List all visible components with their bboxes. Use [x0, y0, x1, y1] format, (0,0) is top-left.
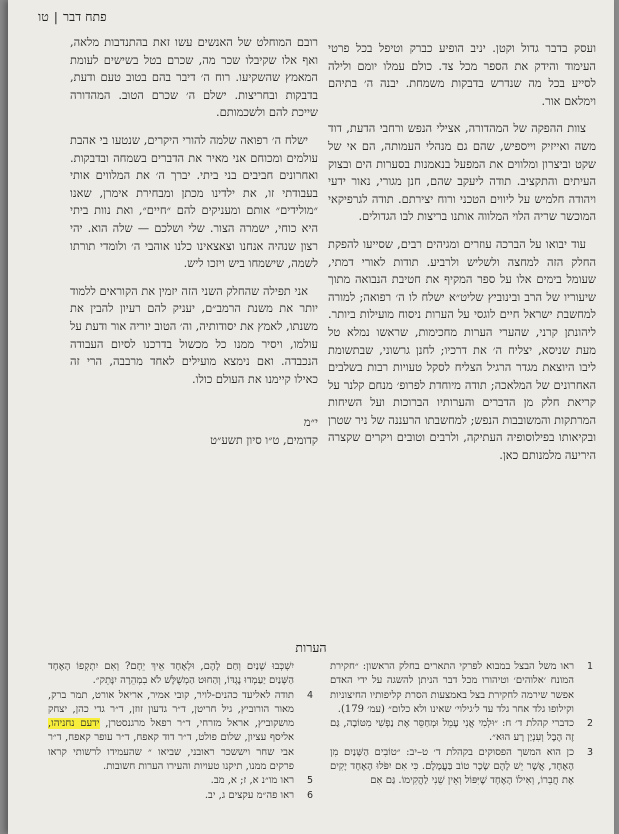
footnote-number: 1 — [586, 661, 594, 672]
footnote — [330, 746, 598, 789]
footnote — [48, 789, 318, 803]
paragraph: עוד יבואו על הברכה עוזרים ומגיהים רבים, שסייעו להפקת החלק הזה למחצה ולשליש ולרביע. תודות לאורי דמתי, שעומל בימים אלו על ספר המקיף את חטיבת הנבואה מתוך שיעוריו של הרב ובינוביץ שליט״א ישלח לו ה׳ רפואה; למורה למחשבת ישראל חיים לוגסי על הערות ניסוח מועילות ביותר. ליהונתן קרני, שהערי הערות מחכימות, שראשו נמלא טל מעת שניסא, יצליח ה׳ את דרכיו; לחנן גרשוני, שבתשומת ליבו היוצאת מגדר הרגיל הצליח לסקל טעויות רבות בשלבים האחרונים של המלאכה; תודה מיוחדת לפרופ׳ מנחם קלנר על קריאת חלק מן הדברים והערותיו הברוכות ועל השיחות המרתקות והמשובבות הנפש; למחשבתו הרעננה של ניר שטרן ובקיאותו בפילוסופיה העתיקה, ולרבים וטובים ויקרים שקצרה היריעה מלמנותם כאן. — [328, 236, 596, 463]
notes-heading: הערות — [295, 640, 327, 655]
right-text-column — [328, 40, 596, 465]
footnote — [48, 660, 318, 689]
footnote-text: ראו פה״מ עקצים ג, יב. — [204, 789, 294, 801]
header-title: פתח דבר — [62, 9, 107, 24]
footnote — [48, 689, 318, 775]
footnotes-right-column — [330, 660, 598, 789]
footnote — [330, 717, 598, 746]
footnote — [330, 660, 598, 717]
footnote-number: 4 — [306, 689, 314, 701]
footnote-number: 2 — [586, 718, 594, 730]
footnote-text — [48, 689, 294, 775]
footnote-text: כדברי קהלת ד׳ ח: ״וּלְמִי אֲנִי עָמֵל וּמְחַסֵּר אֶת נַפְשִׁי מִטּוֹבָה, גַּם זֶה הֶבֶל וְעִנְיַן רָע הוּא״. — [330, 718, 574, 744]
paragraph: ועסק בדבר גדול וקטן. יניב הופיע כברק וטיפל בכל פרטי העימוד והידק את הספר מכל צד. כולם עמלו יומם ולילה לסייע בכל מה שנדרש בדבקות משמחת. יבנה ה׳ בתיהם וימלאם אור. — [328, 41, 596, 108]
signature-date: קדומים, ט״ו סיון תשע״ט — [210, 432, 318, 447]
footnote-text-part: אליסף עציון, שלום פולט, ד״ר דוד קאפח, ד״ר עופר קאפח, ד״ר אבי שחר ויששכר ראובני, שביאו ״ שהעמידו לרשותי קראו פרקים ממנו, תיקנו טעויות והעירו הערות חשובות. — [48, 732, 294, 773]
footnote-number: 5 — [306, 775, 314, 787]
page-number: טו — [38, 9, 49, 24]
paragraph: רובם המוחלט של האנשים עשו זאת בהתנדבות מלאה, ואף אלו שקיבלו שכר מה, שכרם בטל בשישים לעומת המאמץ שהשקיעו. רוח ה׳ דיבר בהם בטוב טעם ודעת, בדבקות ובחריצות. ישלם ה׳ שכרם הטוב. המהדורה שייכת להם ולשכמותם. — [70, 35, 318, 120]
footnote-number — [302, 660, 318, 689]
footnote-text-part: תודה לאליעד כהנים-לויר, קובי אמיר, אריאל אורט, תמר ברק, מאור הורוביץ, גיל חריטן, ד״ר גדעון זוזן, ד״ר גדי כהן, יצחק מושקוביץ, אראל מזרחי, ד״ר רפאל מרגנסטרן, — [48, 689, 294, 730]
paragraph: אני תפילה שהחלק השני הזה יזמין את הקוראים ללמוד יותר את משנת הרמב״ם, יעניק להם רעיון להבין את משנתו, לאמץ את יסודותיה, וה׳ הטוב יוריה אור ודעת על עולמו, ויסיר ממנו כל מכשול בדרכנו לסיום העבודה הנכבדה. ואם נימצא מועילים לאחד מרבבה, הרי זה כאילו קיימנו את העולם כולו. — [70, 283, 318, 386]
signature-initials: י״מ — [303, 415, 318, 430]
header-separator: | — [53, 9, 58, 24]
highlighted-name: ידעם נחניהו, — [48, 718, 100, 730]
footnote-number: 3 — [586, 746, 594, 758]
footnote-text: ראו משל הבצל במבוא לפרקי התארים בחלק הראשון: ״חקירת המונח ׳אלוהים׳ וטיהורו מכל דבר הניתן להשגה על ידי האדם אפשר שירמה לחקירת בצל באמצעות הסרת קליפותיו החיצוניות וקילופו גלד אחר גלד עד ל׳גילוי׳ שאינו ולא כלום״ (עמ׳ 179). — [330, 661, 574, 715]
footnote-text: יִשְׁכְּבוּ שְׁנַיִם וְחַם לָהֶם, וּלְאֶחָד אֵיךְ יֵחָם? וְאִם יִתְקְפוֹ הָאֶחָד הַשְּׁנַיִם יַעַמְדוּ נֶגְדּוֹ, וְהַחוּט הַמְשֻׁלָּשׁ לֹא בִמְהֵרָה יִנָּתֵק״. — [48, 661, 294, 687]
paragraph: ישלח ה׳ רפואה שלמה להורי היקרים, שנטעו בי אהבת עולמים ומכוחם אני מאיר את הדברים בשמחה ובדבקות. ואחרונים חביבים בני ביתי. יברך ה׳ את המלווים אותי בעבודתי זו, את ילדינו מכתן ומבחירת אימרן, שאנו ״מולידים״ אותם ומעניקים להם ״חיים״, ואת נוות ביתי היא כוחי, ישמרה הצור. שלי ושלכם — שלה הוא. יהי רצון שנהיה אנחנו וצאצאינו כלנו אוהבי ה׳ ולומדי תורתו לשמה, שישמחו ביש ויזכו ליש. — [70, 132, 318, 271]
footnote — [48, 774, 318, 788]
footnote-text: ראו מו״נ א, ז; א, מב. — [210, 775, 294, 787]
footnote-text: כן הוא המשך הפסוקים בקהלת ד׳ ט–יב: ״טוֹבִים הַשְּׁנַיִם מִן הָאֶחָד, אֲשֶׁר יֵשׁ לָהֶם שָׂכָר טוֹב בַּעֲמָלָם. כִּי אִם יִפֹּלוּ הָאֶחָד יָקִים אֶת חֲבֵרוֹ, וְאִילוֹ הָאֶחָד שֶׁיִּפּוֹל וְאֵין שֵׁנִי לַהֲקִימוֹ. גַּם אִם — [330, 746, 574, 787]
running-header — [38, 9, 582, 25]
book-page — [8, 0, 614, 834]
signature-block — [70, 414, 318, 449]
footnotes-left-column — [48, 660, 318, 803]
left-text-column — [70, 34, 318, 449]
paragraph: צוות ההפקה של המהדורה, אצילי הנפש ורחבי הדעת, דוד משה ואייזיק וייספיש, שהם גם מנהלי העמותה, הם אי של שקט וביצרון ומלווים את המפעל בנאמנות בסערות הים ובצוק העיתים והתקציב. תודה ליעקב שהם, חנן מגורי, נאור ידעי ויהודה חלמיש על ליווים הטכני ורוח יצירתם. תודה לגרפיקאי המוכשר שריה הלוי המלווה אותנו בריצות לבו הגדולים. — [328, 121, 596, 224]
footnote-number: 6 — [306, 789, 314, 801]
